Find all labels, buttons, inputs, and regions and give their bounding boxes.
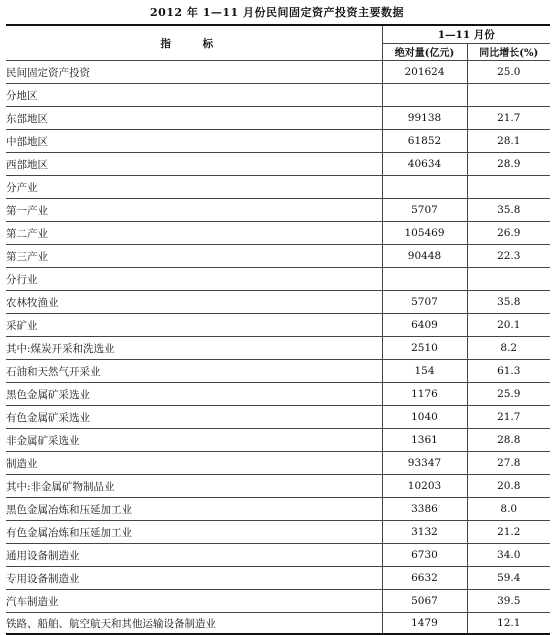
row-growth: 28.1 bbox=[467, 130, 550, 153]
row-amount: 5067 bbox=[382, 590, 467, 613]
row-amount bbox=[382, 84, 467, 107]
row-amount bbox=[382, 176, 467, 199]
investment-table bbox=[6, 24, 550, 635]
row-label: 第一产业 bbox=[6, 199, 382, 222]
section-label: 分行业 bbox=[6, 268, 382, 291]
row-amount: 40634 bbox=[382, 153, 467, 176]
row-amount: 10203 bbox=[382, 475, 467, 498]
table-row bbox=[6, 406, 550, 429]
row-amount: 3386 bbox=[382, 498, 467, 521]
row-amount: 3132 bbox=[382, 521, 467, 544]
table-row bbox=[6, 521, 550, 544]
row-growth: 22.3 bbox=[467, 245, 550, 268]
row-amount: 2510 bbox=[382, 337, 467, 360]
row-amount: 6409 bbox=[382, 314, 467, 337]
row-amount: 154 bbox=[382, 360, 467, 383]
row-growth: 35.8 bbox=[467, 199, 550, 222]
row-label: 非金属矿采选业 bbox=[6, 429, 382, 452]
table-row bbox=[6, 337, 550, 360]
row-label: 制造业 bbox=[6, 452, 382, 475]
row-amount: 61852 bbox=[382, 130, 467, 153]
table-row bbox=[6, 360, 550, 383]
row-growth: 20.8 bbox=[467, 475, 550, 498]
row-amount: 105469 bbox=[382, 222, 467, 245]
row-label: 第三产业 bbox=[6, 245, 382, 268]
row-label: 其中:煤炭开采和洗选业 bbox=[6, 337, 382, 360]
row-amount: 1176 bbox=[382, 383, 467, 406]
row-growth: 27.8 bbox=[467, 452, 550, 475]
row-amount: 5707 bbox=[382, 199, 467, 222]
row-label: 西部地区 bbox=[6, 153, 382, 176]
row-growth: 21.7 bbox=[467, 107, 550, 130]
row-growth: 35.8 bbox=[467, 291, 550, 314]
row-growth: 8.0 bbox=[467, 498, 550, 521]
row-growth: 34.0 bbox=[467, 544, 550, 567]
row-growth: 61.3 bbox=[467, 360, 550, 383]
section-label: 分产业 bbox=[6, 176, 382, 199]
row-label: 东部地区 bbox=[6, 107, 382, 130]
row-growth bbox=[467, 176, 550, 199]
row-amount: 6730 bbox=[382, 544, 467, 567]
row-growth: 39.5 bbox=[467, 590, 550, 613]
row-amount bbox=[382, 268, 467, 291]
row-label: 专用设备制造业 bbox=[6, 567, 382, 590]
table-title: 2012 年 1—11 月份民间固定资产投资主要数据 bbox=[149, 6, 405, 19]
row-growth: 8.2 bbox=[467, 337, 550, 360]
row-label: 第二产业 bbox=[6, 222, 382, 245]
header-indicator: 指 标 bbox=[6, 25, 382, 61]
table-row bbox=[6, 199, 550, 222]
table-row bbox=[6, 245, 550, 268]
row-growth: 12.1 bbox=[467, 613, 550, 635]
table-row bbox=[6, 314, 550, 337]
table-row bbox=[6, 107, 550, 130]
row-label: 中部地区 bbox=[6, 130, 382, 153]
row-amount: 1040 bbox=[382, 406, 467, 429]
row-label: 黑色金属矿采选业 bbox=[6, 383, 382, 406]
row-label: 铁路、船舶、航空航天和其他运输设备制造业 bbox=[6, 613, 382, 635]
row-growth: 21.2 bbox=[467, 521, 550, 544]
row-label: 汽车制造业 bbox=[6, 590, 382, 613]
table-row bbox=[6, 590, 550, 613]
row-amount: 1479 bbox=[382, 613, 467, 635]
row-amount: 6632 bbox=[382, 567, 467, 590]
table-row bbox=[6, 544, 550, 567]
row-label: 通用设备制造业 bbox=[6, 544, 382, 567]
row-label: 有色金属冶炼和压延加工业 bbox=[6, 521, 382, 544]
row-growth: 25.9 bbox=[467, 383, 550, 406]
table-row bbox=[6, 613, 550, 635]
row-growth: 28.8 bbox=[467, 429, 550, 452]
row-growth bbox=[467, 268, 550, 291]
row-growth: 26.9 bbox=[467, 222, 550, 245]
header-growth: 同比增长(%) bbox=[467, 43, 550, 61]
row-label: 有色金属矿采选业 bbox=[6, 406, 382, 429]
row-amount: 90448 bbox=[382, 245, 467, 268]
row-growth: 59.4 bbox=[467, 567, 550, 590]
row-amount: 99138 bbox=[382, 107, 467, 130]
table-row bbox=[6, 429, 550, 452]
row-label: 农林牧渔业 bbox=[6, 291, 382, 314]
table-row bbox=[6, 291, 550, 314]
table-row bbox=[6, 222, 550, 245]
row-label: 民间固定资产投资 bbox=[6, 61, 382, 84]
row-label: 采矿业 bbox=[6, 314, 382, 337]
table-row bbox=[6, 84, 550, 107]
header-amount: 绝对量(亿元) bbox=[382, 43, 467, 61]
row-label: 黑色金属冶炼和压延加工业 bbox=[6, 498, 382, 521]
table-row bbox=[6, 383, 550, 406]
table-row bbox=[6, 498, 550, 521]
table-row bbox=[6, 176, 550, 199]
table-row bbox=[6, 268, 550, 291]
header-period: 1—11 月份 bbox=[382, 25, 550, 43]
row-label: 其中:非金属矿物制品业 bbox=[6, 475, 382, 498]
row-amount: 1361 bbox=[382, 429, 467, 452]
row-growth: 21.7 bbox=[467, 406, 550, 429]
row-growth bbox=[467, 84, 550, 107]
row-label: 石油和天然气开采业 bbox=[6, 360, 382, 383]
row-growth: 28.9 bbox=[467, 153, 550, 176]
row-amount: 5707 bbox=[382, 291, 467, 314]
row-growth: 20.1 bbox=[467, 314, 550, 337]
table-row bbox=[6, 475, 550, 498]
table-row bbox=[6, 567, 550, 590]
row-amount: 201624 bbox=[382, 61, 467, 84]
row-growth: 25.0 bbox=[467, 61, 550, 84]
section-label: 分地区 bbox=[6, 84, 382, 107]
table-row bbox=[6, 452, 550, 475]
table-row bbox=[6, 153, 550, 176]
table-row bbox=[6, 130, 550, 153]
table-row bbox=[6, 61, 550, 84]
row-amount: 93347 bbox=[382, 452, 467, 475]
